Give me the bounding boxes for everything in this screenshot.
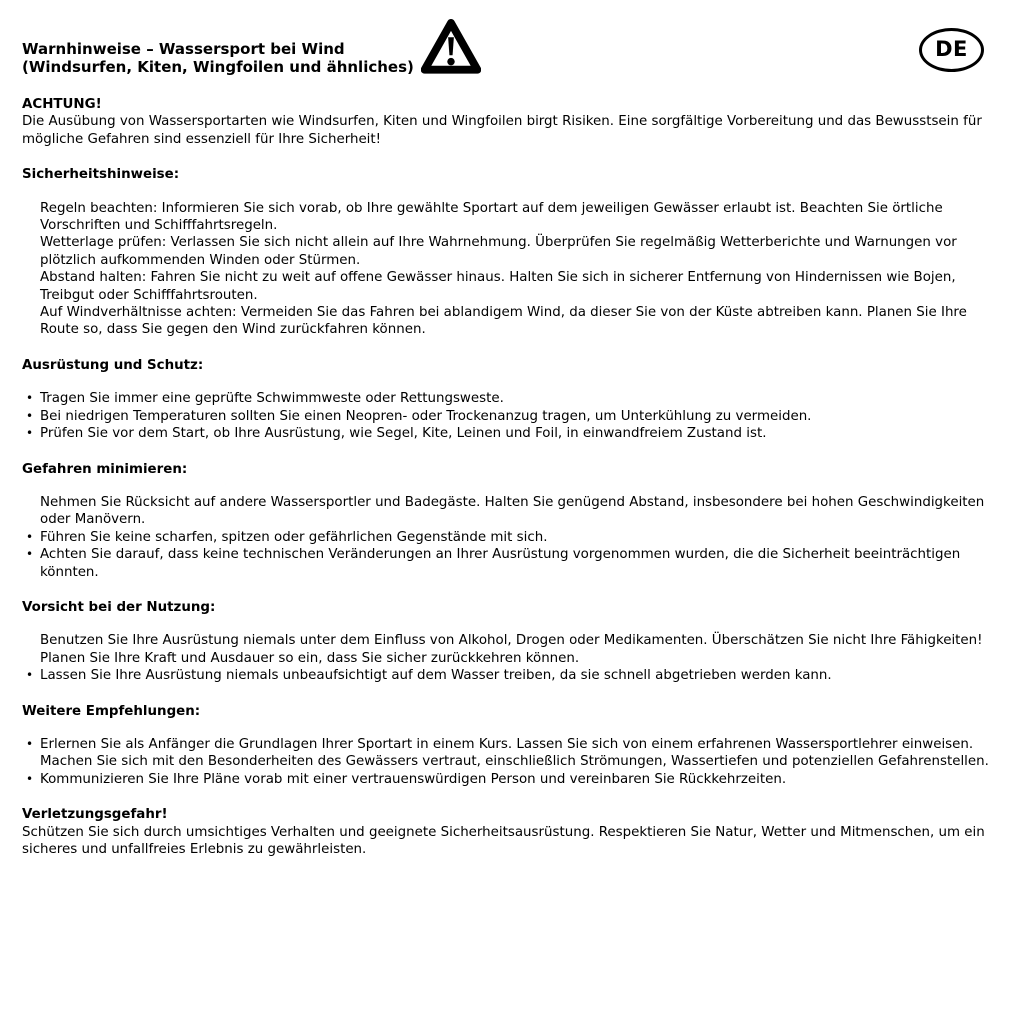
list-item-text: Nehmen Sie Rücksicht auf andere Wassersportler und Badegäste. Halten Sie genügend Abstand, insbesondere bei hohen Geschwindigkeiten oder Manövern. xyxy=(40,494,985,528)
section-heading: Sicherheitshinweise: xyxy=(22,167,180,183)
list-item xyxy=(22,667,998,684)
list-item xyxy=(22,546,998,581)
page-title-line1: Warnhinweise – Wassersport bei Wind xyxy=(22,40,345,58)
list-item xyxy=(22,408,998,425)
section-heading: Weitere Empfehlungen: xyxy=(22,703,201,719)
list-item-text: Regeln beachten: Informieren Sie sich vorab, ob Ihre gewählte Sportart auf dem jeweiligen Gewässer erlaubt ist. Beachten Sie örtliche Vorschriften und Schifffahrtsregeln. xyxy=(40,200,943,234)
section-paragraph: Die Ausübung von Wassersportarten wie Windsurfen, Kiten und Wingfoilen birgt Risiken. Eine sorgfältige Vorbereitung und das Bewusstsein für mögliche Gefahren sind essenziell für Ihre Sicherheit! xyxy=(22,114,982,147)
list-item xyxy=(22,425,998,442)
bullet-icon: • xyxy=(26,408,34,423)
bullet-icon: • xyxy=(26,668,34,683)
list-item-text: Erlernen Sie als Anfänger die Grundlagen Ihrer Sportart in einem Kurs. Lassen Sie sich von einem erfahrenen Wassersportlehrer einweisen. xyxy=(40,736,974,752)
list-item xyxy=(22,269,998,304)
language-badge xyxy=(919,28,984,72)
language-badge-label: DE xyxy=(935,37,968,62)
list-item-text: Auf Windverhältnisse achten: Vermeiden Sie das Fahren bei ablandigem Wind, da dieser Sie von der Küste abtreiben kann. Planen Sie Ihre Route so, dass Sie gegen den Wind zurückfahren können. xyxy=(40,305,967,338)
section-3 xyxy=(22,461,998,581)
section-heading: Ausrüstung und Schutz: xyxy=(22,357,204,373)
section-paragraph: Schützen Sie sich durch umsichtiges Verhalten und geeignete Sicherheitsausrüstung. Respektieren Sie Natur, Wetter und Mitmenschen, um ein sicheres und unfallfreies Erlebnis zu gewährleisten. xyxy=(22,824,985,857)
list-item-text: Abstand halten: Fahren Sie nicht zu weit auf offene Gewässer hinaus. Halten Sie sich in sicherer Entfernung von Hindernissen wie Bojen, Treibgut oder Schifffahrtsrouten. xyxy=(40,270,956,303)
list-item xyxy=(22,753,998,770)
list-item xyxy=(22,529,998,546)
bullet-icon: • xyxy=(26,771,34,786)
list-item xyxy=(22,390,998,407)
section-0 xyxy=(22,96,998,148)
list-item-text: Achten Sie darauf, dass keine technischen Veränderungen an Ihrer Ausrüstung vorgenommen wurden, die die Sicherheit beeinträchtigen könnten. xyxy=(40,547,961,580)
list-item xyxy=(22,234,998,269)
section-6 xyxy=(22,806,998,858)
document-header xyxy=(22,17,998,78)
page-title-line2: (Windsurfen, Kiten, Wingfoilen und ähnliches) xyxy=(22,58,414,76)
list-item-text: Machen Sie sich mit den Besonderheiten des Gewässers vertraut, einschließlich Strömungen, Wassertiefen und potenziellen Gefahrenstellen. xyxy=(40,754,989,770)
warning-triangle-icon xyxy=(421,17,481,78)
list-item-text: Führen Sie keine scharfen, spitzen oder gefährlichen Gegenstände mit sich. xyxy=(40,529,548,545)
list-item-text: Wetterlage prüfen: Verlassen Sie sich nicht allein auf Ihre Wahrnehmung. Überprüfen Sie regelmäßig Wetterberichte und Warnungen vor plötzlich aufkommenden Winden oder Stürmen. xyxy=(40,235,957,268)
section-2 xyxy=(22,357,998,443)
section-heading: Verletzungsgefahr! xyxy=(22,807,168,823)
section-heading: ACHTUNG! xyxy=(22,97,102,112)
section-1 xyxy=(22,166,998,339)
section-4 xyxy=(22,599,998,685)
list-item-text: Lassen Sie Ihre Ausrüstung niemals unbeaufsichtigt auf dem Wasser treiben, da sie schnell abgetrieben werden kann. xyxy=(40,668,832,684)
bullet-icon: • xyxy=(26,736,34,751)
section-heading: Gefahren minimieren: xyxy=(22,461,188,477)
list-item-text: Kommunizieren Sie Ihre Pläne vorab mit einer vertrauenswürdigen Person und vereinbaren Sie Rückkehrzeiten. xyxy=(40,771,787,787)
bullet-icon: • xyxy=(26,391,34,406)
list-item-text: Bei niedrigen Temperaturen sollten Sie einen Neopren- oder Trockenanzug tragen, um Unterkühlung zu vermeiden. xyxy=(40,408,812,424)
list-item-text: Tragen Sie immer eine geprüfte Schwimmweste oder Rettungsweste. xyxy=(40,391,504,407)
list-item-text: Benutzen Sie Ihre Ausrüstung niemals unter dem Einfluss von Alkohol, Drogen oder Medikamenten. Überschätzen Sie nicht Ihre Fähigkeiten! Planen Sie Ihre Kraft und Ausdauer so ein, dass Sie sicher zurückkehren können. xyxy=(40,633,983,666)
section-heading: Vorsicht bei der Nutzung: xyxy=(22,599,216,615)
list-item-text: Prüfen Sie vor dem Start, ob Ihre Ausrüstung, wie Segel, Kite, Leinen und Foil, in einwandfreiem Zustand ist. xyxy=(40,426,767,442)
list-item xyxy=(22,736,998,753)
list-item xyxy=(22,494,998,529)
bullet-icon: • xyxy=(26,547,34,562)
list-item xyxy=(22,632,998,667)
document-body xyxy=(22,96,998,858)
list-item xyxy=(22,771,998,788)
list-item xyxy=(22,200,998,235)
section-5 xyxy=(22,703,998,789)
page-title xyxy=(22,40,414,76)
bullet-icon: • xyxy=(26,426,34,441)
bullet-icon: • xyxy=(26,529,34,544)
list-item xyxy=(22,304,998,339)
